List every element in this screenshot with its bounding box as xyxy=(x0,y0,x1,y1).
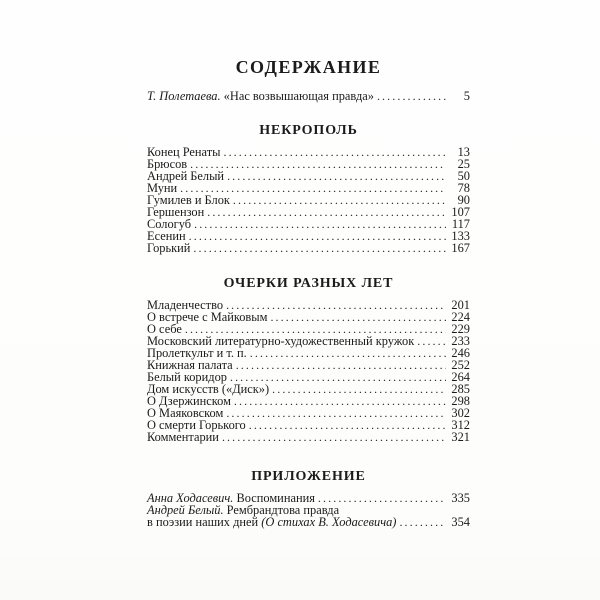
entry-title: «Нас возвышающая правда» xyxy=(220,89,374,103)
dot-leader xyxy=(234,395,446,407)
toc-section xyxy=(147,468,470,528)
entry-title: Сологуб xyxy=(147,217,192,231)
dot-leader xyxy=(417,335,446,347)
entry-author: Т. Полетаева. xyxy=(147,89,221,103)
entry-label xyxy=(147,516,396,528)
page-number: 354 xyxy=(451,515,470,529)
page-number: 229 xyxy=(451,322,470,336)
dot-leader xyxy=(223,146,446,158)
dot-leader xyxy=(194,218,446,230)
toc-entry xyxy=(147,206,470,218)
toc-entry xyxy=(147,311,470,323)
dot-leader xyxy=(272,383,446,395)
entry-title: Дом искусств («Диск») xyxy=(147,382,270,396)
dot-leader xyxy=(222,431,446,443)
entry-title: Гершензон xyxy=(147,205,205,219)
entry-title: О себе xyxy=(147,322,182,336)
page-title: СОДЕРЖАНИЕ xyxy=(235,57,382,77)
page-number: 90 xyxy=(457,193,470,207)
dot-leader xyxy=(193,242,446,254)
page-number: 224 xyxy=(451,310,470,324)
toc-entry xyxy=(147,90,470,102)
entry-title: Рембрандтова правда xyxy=(223,503,340,517)
entry-title: Конец Ренаты xyxy=(147,145,221,159)
page-number: 133 xyxy=(451,229,470,243)
page-number: 321 xyxy=(451,430,470,444)
entry-title: Муни xyxy=(147,181,178,195)
dot-leader xyxy=(270,311,446,323)
entry-title: Московский литературно-художественный кружок xyxy=(147,334,415,348)
dot-leader xyxy=(399,516,446,528)
section-entries xyxy=(147,299,470,443)
page-number: 201 xyxy=(451,298,470,312)
dot-leader xyxy=(226,407,446,419)
page-number: 246 xyxy=(451,346,470,360)
toc-section xyxy=(147,90,470,102)
page-number: 298 xyxy=(451,394,470,408)
entry-author: (О стихах В. Ходасевича) xyxy=(261,515,397,529)
entry-title: Комментарии xyxy=(147,430,219,444)
dot-leader xyxy=(190,158,446,170)
page-number: 285 xyxy=(451,382,470,396)
section-heading: ПРИЛОЖЕНИЕ xyxy=(251,469,366,484)
toc-entry xyxy=(147,218,470,230)
page-number: 252 xyxy=(451,358,470,372)
entry-title: Гумилев и Блок xyxy=(147,193,230,207)
entry-title: О Маяковском xyxy=(147,406,224,420)
entry-title: Книжная палата xyxy=(147,358,233,372)
section-entries xyxy=(147,492,470,528)
entry-label xyxy=(147,90,374,102)
entry-title: О встрече с Майковым xyxy=(147,310,268,324)
toc-entry xyxy=(147,242,470,254)
page-number: 264 xyxy=(451,370,470,384)
dot-leader xyxy=(249,419,446,431)
toc-entry xyxy=(147,230,470,242)
toc-section xyxy=(147,122,470,254)
toc-entry xyxy=(147,516,470,528)
page-number: 335 xyxy=(451,491,470,505)
toc-sections xyxy=(147,90,470,528)
entry-author: Анна Ходасевич. xyxy=(147,491,234,505)
entry-title: О Дзержинском xyxy=(147,394,231,408)
dot-leader xyxy=(233,194,446,206)
toc-content xyxy=(147,57,470,528)
toc-entry xyxy=(147,431,470,443)
page-number: 233 xyxy=(451,334,470,348)
entry-label xyxy=(147,431,219,443)
dot-leader xyxy=(189,230,446,242)
entry-author: Андрей Белый. xyxy=(147,503,224,517)
dot-leader xyxy=(377,90,446,102)
entry-title: Пролеткульт и т. п. xyxy=(147,346,247,360)
entry-title: Белый коридор xyxy=(147,370,227,384)
entry-title: Брюсов xyxy=(147,157,188,171)
dot-leader xyxy=(207,206,446,218)
page-number: 78 xyxy=(457,181,470,195)
dot-leader xyxy=(236,359,446,371)
page-number: 107 xyxy=(451,205,470,219)
entry-title: О смерти Горького xyxy=(147,418,246,432)
page-number: 312 xyxy=(451,418,470,432)
section-entries xyxy=(147,90,470,102)
page-number: 167 xyxy=(451,241,470,255)
entry-title: Андрей Белый xyxy=(147,169,225,183)
entry-title: Есенин xyxy=(147,229,186,243)
section-heading: НЕКРОПОЛЬ xyxy=(259,123,358,138)
toc-entry xyxy=(147,146,470,158)
section-entries xyxy=(147,146,470,254)
dot-leader xyxy=(227,170,446,182)
section-heading: ОЧЕРКИ РАЗНЫХ ЛЕТ xyxy=(223,276,394,291)
entry-title: Воспоминания xyxy=(233,491,315,505)
dot-leader xyxy=(250,347,446,359)
page-number: 117 xyxy=(451,217,470,231)
page-number: 5 xyxy=(463,89,470,103)
page-number: 25 xyxy=(457,157,470,171)
entry-label xyxy=(147,242,190,254)
page-number: 13 xyxy=(457,145,470,159)
page-number: 50 xyxy=(457,169,470,183)
entry-title: в поэзии наших дней xyxy=(147,515,262,529)
toc-entry xyxy=(147,170,470,182)
toc-section xyxy=(147,275,470,443)
entry-title: Младенчество xyxy=(147,298,224,312)
entry-title: Горький xyxy=(147,241,191,255)
page-number: 302 xyxy=(451,406,470,420)
